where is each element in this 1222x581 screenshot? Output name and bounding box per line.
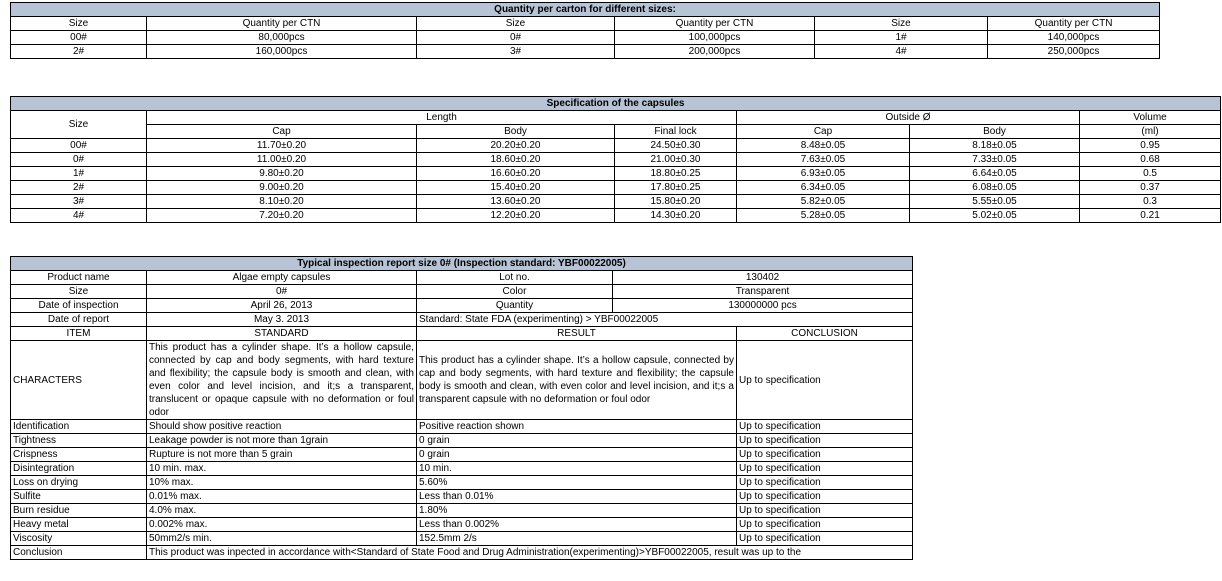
info-value: 130000000 pcs bbox=[613, 299, 913, 313]
table-cell: 4# bbox=[11, 209, 147, 223]
qty-header-cell: Size bbox=[815, 17, 988, 31]
table-cell: 11.70±0.20 bbox=[147, 139, 417, 153]
capsule-specification-table bbox=[10, 96, 1221, 223]
characters-result: This product has a cylinder shape. It’s a hollow capsule, connected by cap and body segments, with hard texture and flexibility; the capsule body is smooth and clean, with even color and level incision, and it;s a transparent capsule with no deformation or foul odor bbox=[417, 341, 737, 420]
test-item: Sulfite bbox=[11, 490, 147, 504]
table-cell: 200,000pcs bbox=[615, 45, 815, 59]
report-info-row bbox=[11, 313, 913, 327]
test-conclusion: Up to specification bbox=[737, 532, 913, 546]
spec-sub-header-row bbox=[11, 125, 1221, 139]
report-info-row bbox=[11, 299, 913, 313]
info-value: 0# bbox=[147, 285, 417, 299]
spec-volume-header: Volume bbox=[1080, 111, 1221, 125]
table-cell: 0.37 bbox=[1080, 181, 1221, 195]
info-value: May 3. 2013 bbox=[147, 313, 417, 327]
qty-header-cell: Size bbox=[11, 17, 147, 31]
table-cell: 5.28±0.05 bbox=[737, 209, 910, 223]
test-result: Less than 0.01% bbox=[417, 490, 737, 504]
table-cell: 250,000pcs bbox=[988, 45, 1160, 59]
conclusion-text: This product was inpected in accordance with<Standard of State Food and Drug Administration(experimenting)>YBF00022005, result was up to the bbox=[147, 546, 913, 560]
table-cell: 9.80±0.20 bbox=[147, 167, 417, 181]
test-conclusion: Up to specification bbox=[737, 434, 913, 448]
info-label: Date of inspection bbox=[11, 299, 147, 313]
test-standard: Leakage powder is not more than 1grain bbox=[147, 434, 417, 448]
test-standard: Rupture is not more than 5 grain bbox=[147, 448, 417, 462]
table-row bbox=[11, 195, 1221, 209]
table-cell: 7.33±0.05 bbox=[910, 153, 1080, 167]
table-cell: 6.93±0.05 bbox=[737, 167, 910, 181]
table-cell: 0# bbox=[417, 31, 615, 45]
table-cell: 160,000pcs bbox=[147, 45, 417, 59]
table-cell: 5.82±0.05 bbox=[737, 195, 910, 209]
spec-length-header: Length bbox=[147, 111, 737, 125]
table-cell: 6.08±0.05 bbox=[910, 181, 1080, 195]
test-item: Loss on drying bbox=[11, 476, 147, 490]
table-cell: 15.80±0.20 bbox=[615, 195, 737, 209]
table-cell: 15.40±0.20 bbox=[417, 181, 615, 195]
test-result: 152.5mm 2/s bbox=[417, 532, 737, 546]
table-cell: 6.34±0.05 bbox=[737, 181, 910, 195]
test-item: Identification bbox=[11, 420, 147, 434]
table-cell: 3# bbox=[11, 195, 147, 209]
col-header-standard: STANDARD bbox=[147, 327, 417, 341]
test-standard: 4.0% max. bbox=[147, 504, 417, 518]
test-conclusion: Up to specification bbox=[737, 448, 913, 462]
table-cell: 6.64±0.05 bbox=[910, 167, 1080, 181]
table-row bbox=[11, 167, 1221, 181]
qty-header-cell: Quantity per CTN bbox=[988, 17, 1160, 31]
table-cell: 2# bbox=[11, 181, 147, 195]
table-cell: 21.00±0.30 bbox=[615, 153, 737, 167]
table-cell: 00# bbox=[11, 31, 147, 45]
test-conclusion: Up to specification bbox=[737, 420, 913, 434]
table-cell: 0.68 bbox=[1080, 153, 1221, 167]
test-row bbox=[11, 448, 913, 462]
table-cell: 17.80±0.25 bbox=[615, 181, 737, 195]
qty-header-row bbox=[11, 17, 1160, 31]
info-value: 130402 bbox=[613, 271, 913, 285]
table-cell: 1# bbox=[815, 31, 988, 45]
test-conclusion: Up to specification bbox=[737, 504, 913, 518]
table-row bbox=[11, 139, 1221, 153]
table-cell: 0.5 bbox=[1080, 167, 1221, 181]
spec-sub-header-cell: (ml) bbox=[1080, 125, 1221, 139]
qty-header-cell: Size bbox=[417, 17, 615, 31]
table-cell: 24.50±0.30 bbox=[615, 139, 737, 153]
table-cell: 5.55±0.05 bbox=[910, 195, 1080, 209]
table-cell: 8.18±0.05 bbox=[910, 139, 1080, 153]
table-cell: 3# bbox=[417, 45, 615, 59]
characters-conclusion: Up to specification bbox=[737, 341, 913, 420]
spec-sub-header-cell: Final lock bbox=[615, 125, 737, 139]
test-item: Tightness bbox=[11, 434, 147, 448]
test-row bbox=[11, 504, 913, 518]
table-cell: 7.63±0.05 bbox=[737, 153, 910, 167]
table-cell: 12.20±0.20 bbox=[417, 209, 615, 223]
spec-outside-header: Outside Ø bbox=[737, 111, 1080, 125]
table-row bbox=[11, 181, 1221, 195]
table-cell: 100,000pcs bbox=[615, 31, 815, 45]
report-info-row bbox=[11, 285, 913, 299]
table-cell: 0# bbox=[11, 153, 147, 167]
qty-header-cell: Quantity per CTN bbox=[615, 17, 815, 31]
col-header-conclusion: CONCLUSION bbox=[737, 327, 913, 341]
report-column-header-row bbox=[11, 327, 913, 341]
spec-sub-header-cell: Cap bbox=[737, 125, 910, 139]
test-row bbox=[11, 490, 913, 504]
test-conclusion: Up to specification bbox=[737, 490, 913, 504]
table-cell: 80,000pcs bbox=[147, 31, 417, 45]
table-cell: 00# bbox=[11, 139, 147, 153]
spec-sub-header-cell: Cap bbox=[147, 125, 417, 139]
report-title: Typical inspection report size 0# (Inspection standard: YBF00022005) bbox=[11, 257, 913, 271]
qty-header-cell: Quantity per CTN bbox=[147, 17, 417, 31]
test-item: Disintegration bbox=[11, 462, 147, 476]
characters-standard: This product has a cylinder shape. It’s a hollow capsule, connected by cap and body segments, with hard texture and flexibility; the capsule body is smooth and clean, with even color and level incision, and it;s a transparent, translucent or opaque capsule with no deformation or foul odor bbox=[147, 341, 417, 420]
table-cell: 20.20±0.20 bbox=[417, 139, 615, 153]
test-row bbox=[11, 420, 913, 434]
info-label: Quantity bbox=[417, 299, 613, 313]
table-cell: 140,000pcs bbox=[988, 31, 1160, 45]
conclusion-row bbox=[11, 546, 913, 560]
test-row bbox=[11, 462, 913, 476]
table-row bbox=[11, 209, 1221, 223]
test-standard: Should show positive reaction bbox=[147, 420, 417, 434]
spec-table-title: Specification of the capsules bbox=[11, 97, 1221, 111]
test-standard: 50mm2/s min. bbox=[147, 532, 417, 546]
test-result: 10 min. bbox=[417, 462, 737, 476]
test-result: 0 grain bbox=[417, 448, 737, 462]
test-conclusion: Up to specification bbox=[737, 462, 913, 476]
conclusion-label: Conclusion bbox=[11, 546, 147, 560]
info-value: April 26, 2013 bbox=[147, 299, 417, 313]
table-cell: 0.21 bbox=[1080, 209, 1221, 223]
info-label: Size bbox=[11, 285, 147, 299]
table-row bbox=[11, 153, 1221, 167]
test-row bbox=[11, 532, 913, 546]
test-result: 1.80% bbox=[417, 504, 737, 518]
info-label: Color bbox=[417, 285, 613, 299]
characters-item: CHARACTERS bbox=[11, 341, 147, 420]
table-row bbox=[11, 31, 1160, 45]
qty-table-title: Quantity per carton for different sizes: bbox=[11, 3, 1160, 17]
spec-sub-header-cell: Body bbox=[910, 125, 1080, 139]
report-info-row bbox=[11, 271, 913, 285]
quantity-per-carton-table bbox=[10, 2, 1160, 59]
table-cell: 18.60±0.20 bbox=[417, 153, 615, 167]
info-value: Algae empty capsules bbox=[147, 271, 417, 285]
test-result: Less than 0.002% bbox=[417, 518, 737, 532]
table-cell: 13.60±0.20 bbox=[417, 195, 615, 209]
info-label: Product name bbox=[11, 271, 147, 285]
table-cell: 5.02±0.05 bbox=[910, 209, 1080, 223]
test-standard: 0.01% max. bbox=[147, 490, 417, 504]
spec-sub-header-cell: Body bbox=[417, 125, 615, 139]
table-cell: 8.48±0.05 bbox=[737, 139, 910, 153]
table-cell: 14.30±0.20 bbox=[615, 209, 737, 223]
col-header-result: RESULT bbox=[417, 327, 737, 341]
table-cell: 0.3 bbox=[1080, 195, 1221, 209]
test-standard: 10% max. bbox=[147, 476, 417, 490]
test-item: Heavy metal bbox=[11, 518, 147, 532]
test-row bbox=[11, 434, 913, 448]
table-cell: 0.95 bbox=[1080, 139, 1221, 153]
test-result: 0 grain bbox=[417, 434, 737, 448]
test-item: Burn residue bbox=[11, 504, 147, 518]
table-row bbox=[11, 45, 1160, 59]
table-cell: 16.60±0.20 bbox=[417, 167, 615, 181]
table-cell: 7.20±0.20 bbox=[147, 209, 417, 223]
test-row bbox=[11, 518, 913, 532]
test-item: Viscosity bbox=[11, 532, 147, 546]
info-label: Date of report bbox=[11, 313, 147, 327]
test-result: 5.60% bbox=[417, 476, 737, 490]
test-conclusion: Up to specification bbox=[737, 518, 913, 532]
test-result: Positive reaction shown bbox=[417, 420, 737, 434]
table-cell: 18.80±0.25 bbox=[615, 167, 737, 181]
test-conclusion: Up to specification bbox=[737, 476, 913, 490]
table-cell: 8.10±0.20 bbox=[147, 195, 417, 209]
spec-group-header-row bbox=[11, 111, 1221, 125]
test-standard: 0.002% max. bbox=[147, 518, 417, 532]
spec-size-header: Size bbox=[11, 111, 147, 139]
test-row bbox=[11, 476, 913, 490]
info-label: Lot no. bbox=[417, 271, 613, 285]
standard-note: Standard: State FDA (experimenting) > YBF00022005 bbox=[417, 313, 913, 327]
table-cell: 2# bbox=[11, 45, 147, 59]
characters-row bbox=[11, 341, 913, 420]
inspection-report-table bbox=[10, 256, 913, 560]
table-cell: 4# bbox=[815, 45, 988, 59]
table-cell: 11.00±0.20 bbox=[147, 153, 417, 167]
table-cell: 9.00±0.20 bbox=[147, 181, 417, 195]
col-header-item: ITEM bbox=[11, 327, 147, 341]
test-item: Crispness bbox=[11, 448, 147, 462]
test-standard: 10 min. max. bbox=[147, 462, 417, 476]
info-value: Transparent bbox=[613, 285, 913, 299]
table-cell: 1# bbox=[11, 167, 147, 181]
